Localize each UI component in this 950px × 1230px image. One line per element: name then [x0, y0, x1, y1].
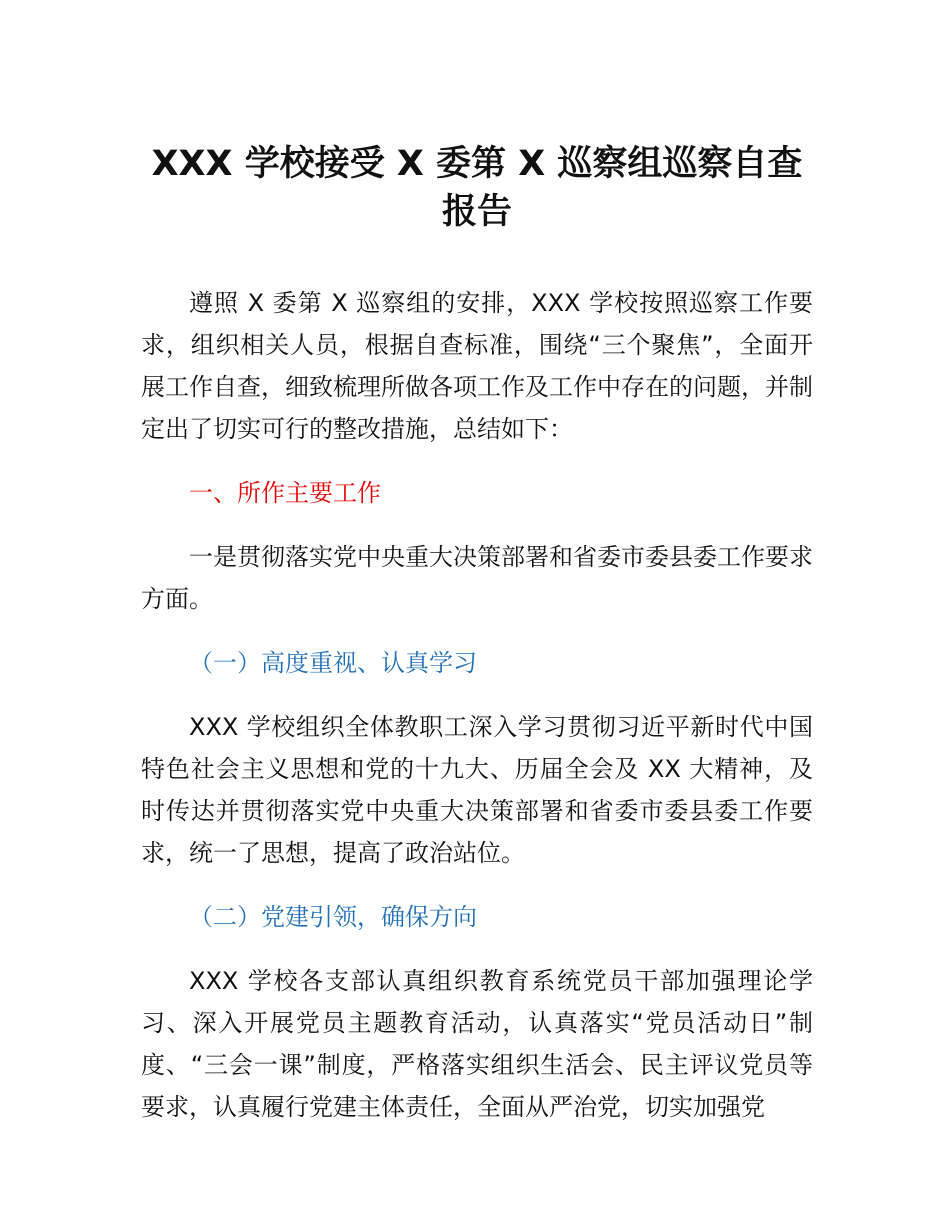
document-title: XXX 学校接受 X 委第 X 巡察组巡察自查报告: [151, 144, 803, 232]
intro-paragraph: 遵照 X 委第 X 巡察组的安排，XXX 学校按照巡察工作要求，组织相关人员，根据自查标准，围绕“三个聚焦”，全面开展工作自查，细致梳理所做各项工作及工作中存在的问题，并制定出了切实可行的整改措施，总结如下：: [141, 289, 813, 443]
subheading-study: （一）高度重视、认真学习: [189, 649, 477, 677]
section-lead-paragraph: 一是贯彻落实党中央重大决策部署和省委市委县委工作要求方面。: [141, 543, 813, 613]
study-paragraph: XXX 学校组织全体教职工深入学习贯彻习近平新时代中国特色社会主义思想和党的十九大、历届全会及 XX 大精神，及时传达并贯彻落实党中央重大决策部署和省委市委县委工作要求，统一了思想，提高了政治站位。: [141, 713, 813, 867]
document-page: [141, 140, 813, 1128]
party-building-paragraph: XXX 学校各支部认真组织教育系统党员干部加强理论学习、深入开展党员主题教育活动，认真落实“党员活动日”制度、“三会一课”制度，严格落实组织生活会、民主评议党员等要求，认真履行党建主体责任，全面从严治党，切实加强党: [141, 967, 813, 1121]
subheading-party-building: （二）党建引领，确保方向: [189, 903, 477, 931]
section-heading-main-work: 一、所作主要工作: [189, 479, 381, 507]
